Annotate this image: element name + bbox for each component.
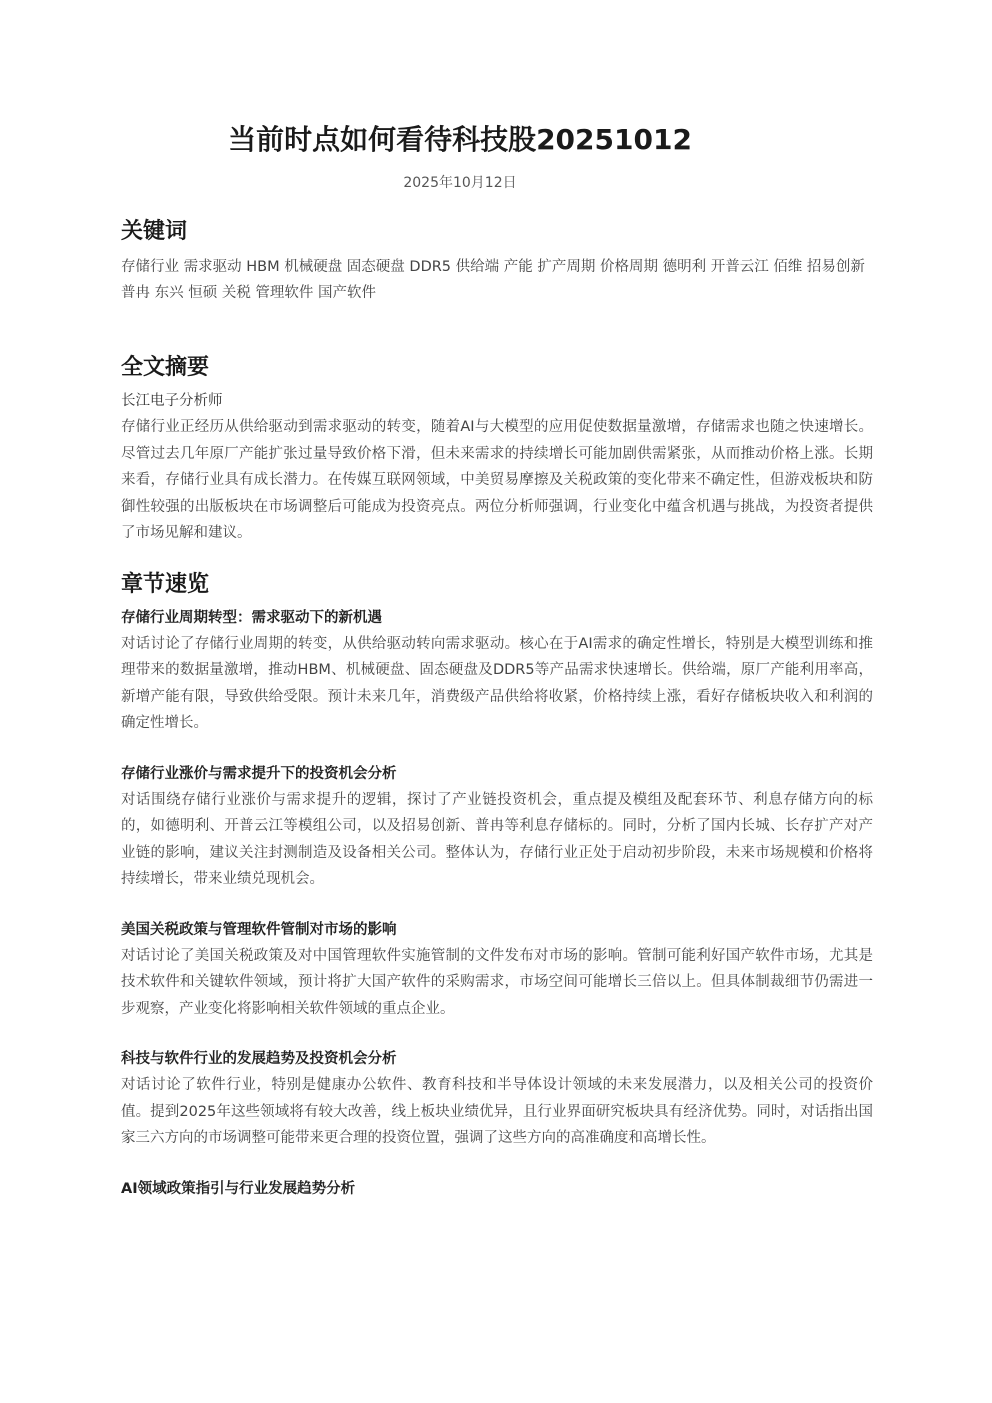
chapter-item (121, 1176, 873, 1202)
chapter-text: 对话讨论了存储行业周期的转变，从供给驱动转向需求驱动。核心在于AI需求的确定性增长，特别是大模型训练和推理带来的数据量激增，推动HBM、机械硬盘、固态硬盘及DDR5等产品需求快速增长。供给端，原厂产能利用率高，新增产能有限，导致供给受限。预计未来几年，消费级产品供给将收紧，价格持续上涨，看好存储板块收入和利润的确定性增长。 (121, 635, 873, 731)
summary-speaker: 长江电子分析师 (121, 393, 223, 409)
document-body (121, 212, 873, 1226)
summary-text: 存储行业正经历从供给驱动到需求驱动的转变，随着AI与大模型的应用促使数据量激增，存储需求也随之快速增长。尽管过去几年原厂产能扩张过量导致价格下滑，但未来需求的持续增长可能加剧供需紧张，从而推动价格上涨。长期来看，存储行业具有成长潜力。在传媒互联网领域，中美贸易摩擦及关税政策的变化带来不确定性，但游戏板块和防御性较强的出版板块在市场调整后可能成为投资亮点。两位分析师强调，行业变化中蕴含机遇与挑战，为投资者提供了市场见解和建议。 (121, 419, 873, 541)
chapter-title: 存储行业涨价与需求提升下的投资机会分析 (121, 765, 397, 782)
chapter-item (121, 1046, 873, 1152)
chapter-title: 科技与软件行业的发展趋势及投资机会分析 (121, 1051, 397, 1067)
keywords-list: 存储行业 需求驱动 HBM 机械硬盘 固态硬盘 DDR5 供给端 产能 扩产周期 价格周期 德明利 开普云江 佰维 招易创新 普冉 东兴 恒硕 关税 管理软件 国产软件 (121, 259, 865, 301)
summary-heading: 全文摘要 (121, 355, 210, 380)
chapter-title: AI领域政策指引与行业发展趋势分析 (121, 1180, 356, 1197)
chapter-title: 美国关税政策与管理软件管制对市场的影响 (121, 921, 397, 938)
chapters-heading: 章节速览 (121, 571, 210, 597)
chapters-section (121, 565, 873, 1202)
chapter-item (121, 605, 873, 737)
chapter-text: 对话讨论了软件行业，特别是健康办公软件、教育科技和半导体设计领域的未来发展潜力，以及相关公司的投资价值。提到2025年这些领域将有较大改善，线上板块业绩优异，且行业界面研究板块具有经济优势。同时，对话指出国家三六方向的市场调整可能带来更合理的投资位置，强调了这些方向的高准确度和高增长性。 (121, 1077, 873, 1146)
chapter-item (121, 761, 873, 893)
keywords-heading: 关键词 (121, 219, 188, 244)
summary-section (121, 348, 873, 547)
chapter-text: 对话围绕存储行业涨价与需求提升的逻辑，探讨了产业链投资机会，重点提及模组及配套环节、利息存储方向的标的，如德明利、开普云江等模组公司，以及招易创新、普冉等利息存储标的。同时，分析了国内长城、长存扩产对产业链的影响，建议关注封测制造及设备相关公司。整体认为，存储行业正处于启动初步阶段，未来市场规模和价格将持续增长，带来业绩兑现机会。 (121, 791, 873, 887)
chapter-item (121, 917, 873, 1023)
chapter-text: 对话讨论了美国关税政策及对中国管理软件实施管制的文件发布对市场的影响。管制可能利好国产软件市场，尤其是技术软件和关键软件领域，预计将扩大国产软件的采购需求，市场空间可能增长三倍以上。但具体制裁细节仍需进一步观察，产业变化将影响相关软件领域的重点企业。 (121, 947, 873, 1017)
chapter-title: 存储行业周期转型：需求驱动下的新机遇 (121, 609, 382, 626)
document-title: 当前时点如何看待科技股20251012 (228, 123, 692, 156)
keywords-section (121, 212, 873, 306)
document-date: 2025年10月12日 (403, 175, 517, 191)
